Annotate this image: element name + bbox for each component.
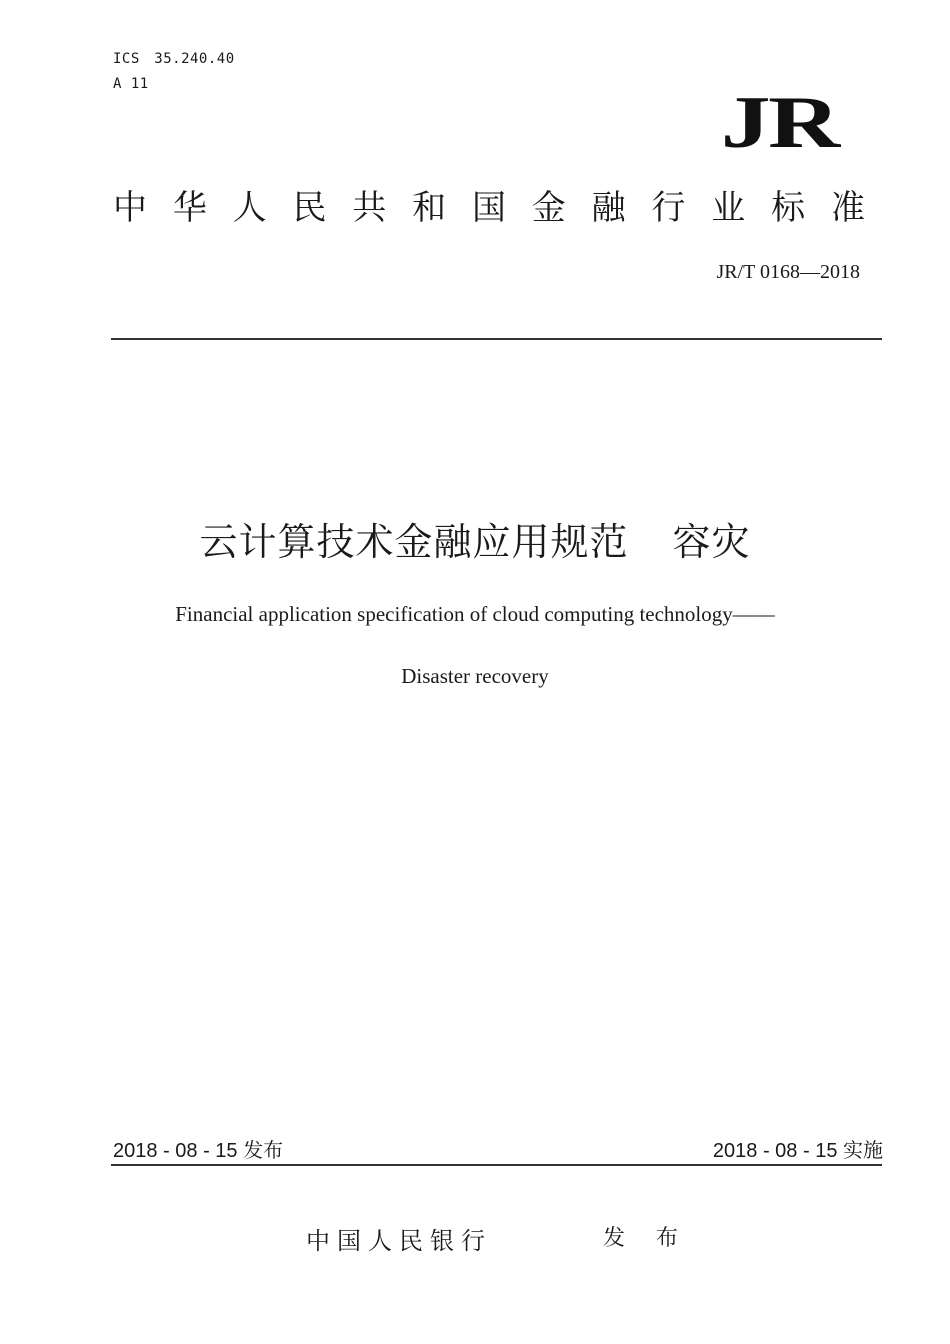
header-char: 准 — [830, 188, 865, 228]
header-char: 华 — [172, 188, 207, 228]
title-main: 云计算技术金融应用规范 — [199, 520, 629, 564]
header-char: 中 — [113, 188, 147, 228]
header-char: 融 — [591, 188, 626, 228]
issuing-authority: 中国人民银行 — [306, 1227, 492, 1255]
header-char: 民 — [292, 188, 327, 228]
ccs-code: A 11 — [113, 76, 149, 92]
document-title — [0, 518, 950, 566]
header-char: 人 — [232, 188, 267, 228]
jr-logo: JR — [720, 82, 837, 164]
header-char: 和 — [412, 188, 447, 228]
header-char: 金 — [531, 188, 566, 228]
issue-label: 发 布 — [603, 1226, 690, 1251]
release-date: 2018 - 08 - 15 发布 — [113, 1140, 284, 1162]
implementation-date: 2018 - 08 - 15 实施 — [712, 1140, 883, 1162]
english-title: Financial application specification of cloud computing technology—— — [175, 602, 775, 626]
english-subtitle: Disaster recovery — [401, 664, 549, 688]
top-divider — [111, 338, 882, 340]
ics-code: ICS 35.240.40 — [113, 51, 235, 67]
header-char: 标 — [771, 188, 806, 228]
standard-number: JR/T 0168—2018 — [716, 261, 860, 283]
header-char: 业 — [711, 188, 746, 228]
title-part: 容灾 — [672, 520, 751, 564]
header-char: 共 — [352, 188, 387, 228]
bottom-divider — [111, 1164, 882, 1166]
header-char: 行 — [651, 188, 686, 228]
standard-category-title — [113, 186, 865, 230]
header-char: 国 — [471, 188, 506, 228]
